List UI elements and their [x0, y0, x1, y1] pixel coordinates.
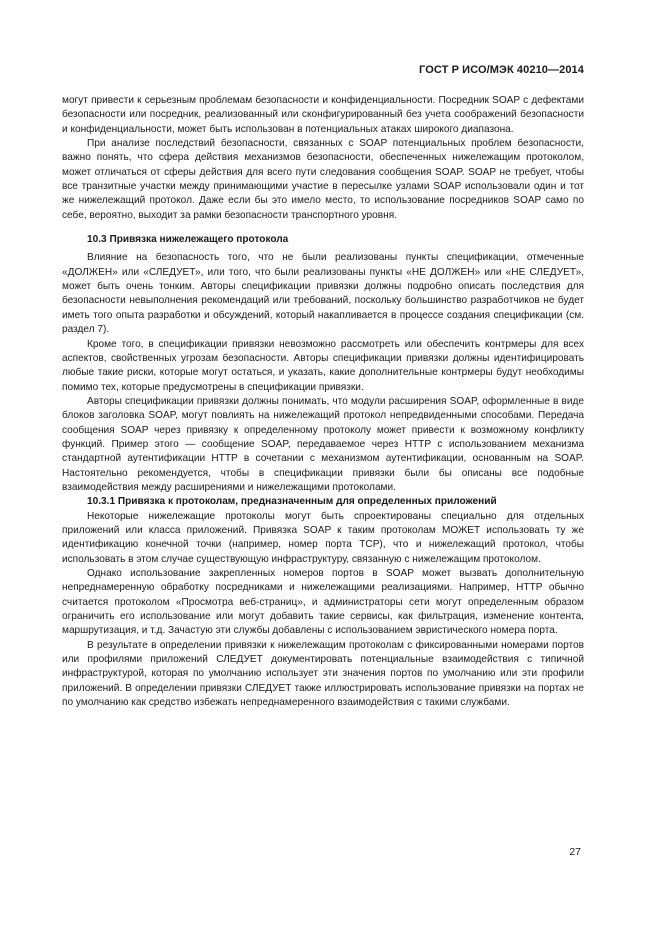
document-code: ГОСТ Р ИСО/МЭК 40210—2014: [419, 64, 584, 76]
subsection-heading: 10.3.1 Привязка к протоколам, предназначенным для определенных приложений: [87, 496, 497, 508]
section-heading: 10.3 Привязка нижележащего протокола: [87, 234, 289, 246]
paragraph: Некоторые нижележащие протоколы могут быть спроектированы специально для отдельных приложений или класса приложений. Привязка SOAP к таким протоколам МОЖЕТ использовать ту же идентификацию конечной точки (например, номер порта TCP), что и нижележащий протокол, чтобы использовать в этом случае существующую инфраструктуру, связанную с нижележащим протоколом.: [62, 510, 584, 565]
paragraph: При анализе последствий безопасности, связанных с SOAP потенциальных проблем безопасности, важно понять, что сфера действия механизмов безопасности, обеспеченных нижележащим протоколом, может отличаться от сферы действия для всего пути следования сообщения SOAP. SOAP не требует, чтобы все транзитные участки между принимающими участие в пересылке узлами SOAP использовали один и тот же нижележащий протокол. Даже если бы это имело место, то использование посредников SOAP само по себе, вероятно, выходит за рамки безопасности транспортного уровня.: [62, 138, 584, 221]
paragraph: Влияние на безопасность того, что не были реализованы пункты спецификации, отмеченные «ДОЛЖЕН» или «СЛЕДУЕТ», или того, что были реализованы пункты «НЕ ДОЛЖЕН» или «НЕ СЛЕДУЕТ», может быть очень тонким. Авторы спецификации привязки должны подробно описать последствия для безопасности невыполнения рекомендаций или требований, поскольку большинство разработчиков не будет иметь того опыта разработки и обсуждений, который накапливается в процессе создания спецификации (см. раздел 7).: [62, 252, 584, 336]
paragraph: могут привести к серьезным проблемам безопасности и конфиденциальности. Посредник SOAP с дефектами безопасности или посредник, реализованный или сконфигурированный без учета соображений безопасности и конфиденциальности, может быть использован в потенциальных атаках широкого диапазона.: [62, 95, 584, 135]
paragraph: Однако использование закрепленных номеров портов в SOAP может вызвать дополнительную непреднамеренную обработку посредниками и нижележащими реализациями. Например, HTTP обычно считается протоколом «Просмотра веб-страниц», и администраторы сети могут определенным образом ограничить его использование или могут добавить такие сервисы, как фильтрация, изменение контента, маршрутизация, и т.д. Зачастую эти службы добавлены с использованием эвристического номера порта.: [62, 568, 584, 637]
page-body: [62, 94, 584, 710]
paragraph: Кроме того, в спецификации привязки невозможно рассмотреть или обеспечить контрмеры для всех аспектов, свойственных угрозам безопасности. Авторы спецификации привязки должны идентифицировать любые такие риски, которые могут остаться, и указать, какие дополнительные контрмеры будут необходимы помимо тех, которые предусмотрены в спецификации привязки.: [62, 338, 584, 393]
paragraph: Авторы спецификации привязки должны понимать, что модули расширения SOAP, оформленные в виде блоков заголовка SOAP, могут повлиять на нижележащий протокол непредвиденными способами. Передача сообщения SOAP через привязку к определенному протоколу может привести к возможному конфликту функций. Пример этого — сообщение SOAP, передаваемое через HTTP с использованием механизма стандартной аутентификации HTTP в сочетании с механизмом аутентификации, основанным на SOAP. Настоятельно рекомендуется, чтобы в спецификации привязки были бы описаны все подобные взаимодействия между расширениями и нижележащими протоколами.: [62, 395, 584, 493]
paragraph: В результате в определении привязки к нижележащим протоколам с фиксированными номерами портов или профилями приложений СЛЕДУЕТ документировать потенциальные взаимодействия с типичной инфраструктурой, которая по умолчанию использует эти значения портов по умолчанию или эти профили приложений. В определении привязки СЛЕДУЕТ также иллюстрировать использование привязки на портах не по умолчанию как средство избежать непреднамеренного взаимодействия с такими службами.: [62, 639, 584, 709]
page-number: 27: [569, 846, 581, 858]
